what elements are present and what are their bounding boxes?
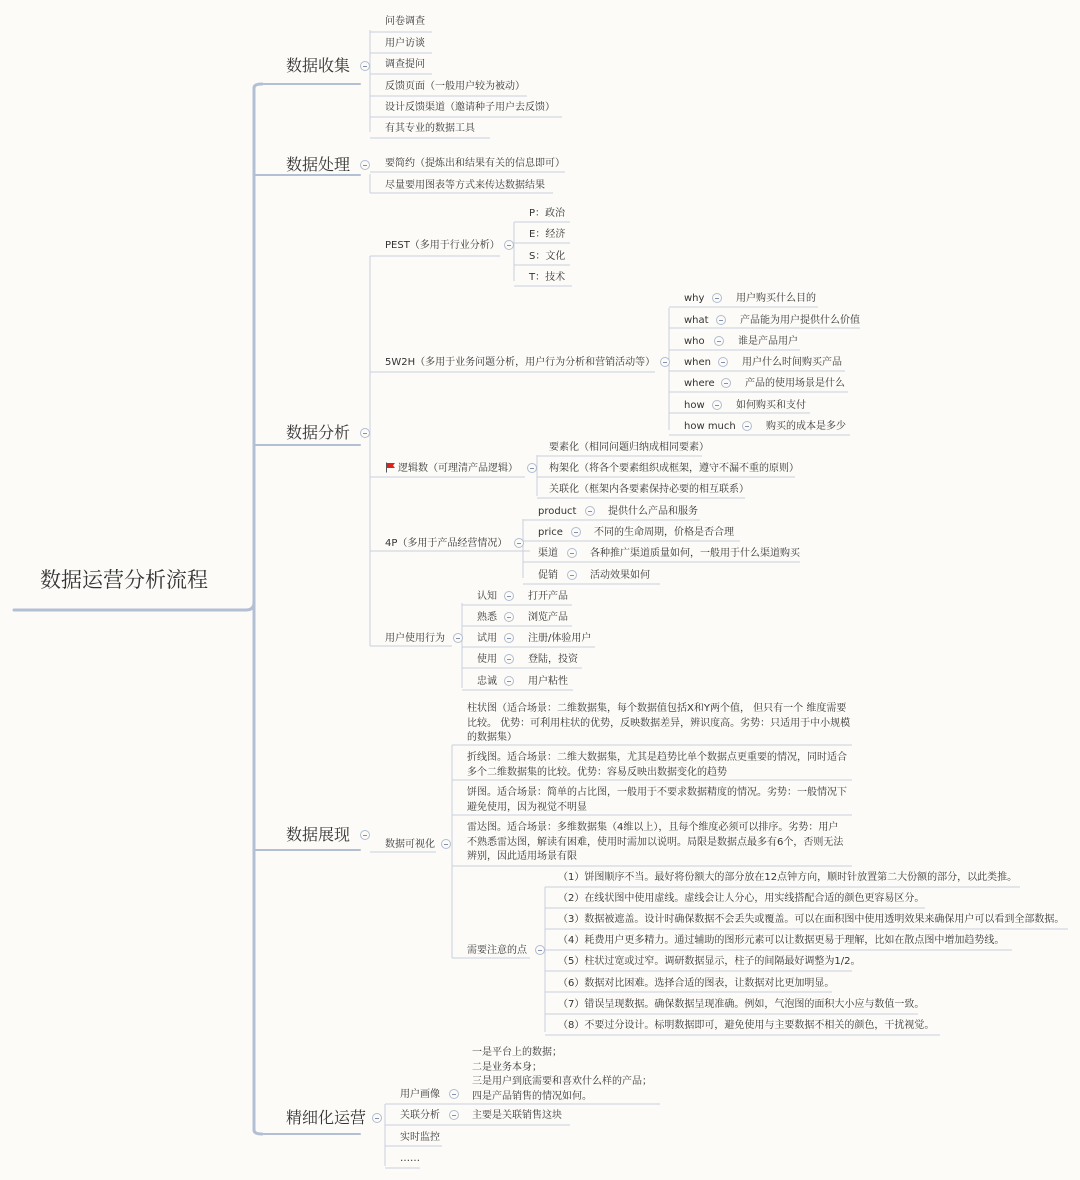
list-item[interactable]: 调查提问	[385, 59, 425, 70]
collapse-icon[interactable]	[367, 1113, 387, 1123]
behavior-value[interactable]: 注册/体验用户	[528, 633, 592, 644]
user-portrait-node[interactable]: 用户画像	[400, 1089, 440, 1100]
collapse-icon[interactable]	[580, 506, 600, 516]
collapse-icon[interactable]	[713, 357, 733, 367]
collapse-icon[interactable]	[716, 378, 736, 388]
list-item[interactable]: 要简约（提炼出和结果有关的信息即可）	[385, 158, 565, 169]
logic-item[interactable]: 要素化（相同问题归纳成相同要素）	[549, 442, 709, 453]
list-item[interactable]: 设计反馈渠道（邀请种子用户去反馈）	[385, 102, 555, 113]
4p-node[interactable]: 4P（多用于产品经营情况）	[385, 538, 508, 549]
chart-type-pie[interactable]: 饼图。适合场景：简单的占比图，一般用于不要求数据精度的情况。劣势：一般情况下 避免使用，因为视觉不明显	[467, 787, 847, 813]
red-flag-icon	[385, 462, 396, 473]
logic-item[interactable]: 关联化（框架内各要素保持必要的相互联系）	[549, 484, 749, 495]
5w2h-value[interactable]: 如何购买和支付	[736, 400, 806, 411]
notes-node[interactable]: 需要注意的点	[467, 945, 527, 956]
collapse-icon[interactable]	[707, 293, 727, 303]
chart-type-radar[interactable]: 雷达图。适合场景：多维数据集（4维以上），且每个维度必须可以排序。劣势：用户 不熟悉雷达图，解读有困难，使用时需加以说明。局限是数据点最多有6个，否则无法 辨别，因此适用场景有限	[467, 822, 844, 862]
association-text[interactable]: 主要是关联销售这块	[472, 1110, 562, 1121]
4p-key[interactable]: price	[538, 527, 563, 538]
collapse-icon[interactable]	[444, 1089, 464, 1099]
collapse-icon[interactable]	[499, 633, 519, 643]
5w2h-value[interactable]: 购买的成本是多少	[766, 421, 846, 432]
5w2h-node[interactable]: 5W2H（多用于业务问题分析，用户行为分析和营销活动等）	[385, 357, 656, 368]
behavior-value[interactable]: 打开产品	[528, 591, 568, 602]
collapse-icon[interactable]	[499, 612, 519, 622]
5w2h-key[interactable]: how	[684, 400, 705, 411]
collapse-icon[interactable]	[562, 570, 582, 580]
user-behavior-node[interactable]: 用户使用行为	[385, 633, 445, 644]
list-item[interactable]: 问卷调查	[385, 16, 425, 27]
collapse-icon[interactable]	[355, 61, 375, 71]
4p-value[interactable]: 不同的生命周期，价格是否合理	[594, 527, 734, 538]
collapse-icon[interactable]	[499, 654, 519, 664]
5w2h-key[interactable]: who	[684, 336, 705, 347]
more-node[interactable]: ……	[400, 1153, 420, 1164]
collapse-icon[interactable]	[711, 315, 731, 325]
visualization-node[interactable]: 数据可视化	[385, 839, 435, 850]
list-item[interactable]: 有其专业的数据工具	[385, 123, 475, 134]
behavior-key[interactable]: 试用	[477, 633, 497, 644]
collapse-icon[interactable]	[448, 633, 468, 643]
collapse-icon[interactable]	[522, 463, 542, 473]
logic-tree-node[interactable]: 逻辑数（可理清产品逻辑）	[398, 463, 518, 474]
collapse-icon[interactable]	[530, 945, 550, 955]
user-portrait-text[interactable]: 一是平台上的数据； 二是业务本身； 三是用户到底需要和喜欢什么样的产品； 四是产品销售的情况如何。	[472, 1047, 652, 1102]
association-node[interactable]: 关联分析	[400, 1110, 440, 1121]
pest-item[interactable]: T：技术	[529, 272, 566, 283]
logic-item[interactable]: 构架化（将各个要素组织成框架，遵守不漏不重的原则）	[549, 463, 799, 474]
pest-item[interactable]: S：文化	[529, 251, 566, 262]
note-item[interactable]: （6）数据对比困难。选择合适的图表，让数据对比更加明显。	[558, 978, 835, 989]
note-item[interactable]: （2）在线状图中使用虚线。虚线会让人分心，用实线搭配合适的颜色更容易区分。	[558, 893, 925, 904]
behavior-key[interactable]: 认知	[477, 591, 497, 602]
pest-item[interactable]: E：经济	[529, 229, 566, 240]
pest-node[interactable]: PEST（多用于行业分析）	[385, 240, 500, 251]
4p-value[interactable]: 各种推广渠道质量如何，一般用于什么渠道购买	[590, 548, 800, 559]
collapse-icon[interactable]	[655, 357, 675, 367]
collapse-icon[interactable]	[355, 830, 375, 840]
5w2h-value[interactable]: 产品能为用户提供什么价值	[740, 315, 860, 326]
branch-data-collection[interactable]: 数据收集	[286, 56, 351, 75]
collapse-icon[interactable]	[355, 428, 375, 438]
5w2h-value[interactable]: 用户什么时间购买产品	[742, 357, 842, 368]
collapse-icon[interactable]	[737, 421, 757, 431]
5w2h-value[interactable]: 谁是产品用户	[738, 336, 798, 347]
collapse-icon[interactable]	[355, 160, 375, 170]
behavior-key[interactable]: 使用	[477, 654, 497, 665]
5w2h-value[interactable]: 用户购买什么目的	[736, 293, 816, 304]
4p-key[interactable]: 促销	[538, 570, 558, 581]
chart-type-line[interactable]: 折线图。适合场景：二维大数据集，尤其是趋势比单个数据点更重要的情况，同时适合 多个二维数据集的比较。优势：容易反映出数据变化的趋势	[467, 752, 847, 778]
collapse-icon[interactable]	[562, 548, 582, 558]
collapse-icon[interactable]	[499, 591, 519, 601]
5w2h-key[interactable]: what	[684, 315, 709, 326]
collapse-icon[interactable]	[707, 400, 727, 410]
5w2h-key[interactable]: how much	[684, 421, 736, 432]
root-title[interactable]: 数据运营分析流程	[40, 568, 208, 592]
branch-data-processing[interactable]: 数据处理	[286, 155, 351, 174]
behavior-key[interactable]: 熟悉	[477, 612, 497, 623]
collapse-icon[interactable]	[709, 336, 729, 346]
note-item[interactable]: （3）数据被遮盖。设计时确保数据不会丢失或覆盖。可以在面积图中使用透明效果来确保用户可以看到全部数据。	[558, 914, 1065, 925]
branch-data-analysis[interactable]: 数据分析	[286, 423, 351, 442]
collapse-icon[interactable]	[436, 839, 456, 849]
collapse-icon[interactable]	[499, 240, 519, 250]
pest-item[interactable]: P：政治	[529, 208, 566, 219]
realtime-monitor-node[interactable]: 实时监控	[400, 1132, 440, 1143]
branch-refined-operation[interactable]: 精细化运营	[286, 1108, 367, 1127]
note-item[interactable]: （8）不要过分设计。标明数据即可，避免使用与主要数据不相关的颜色，干扰视觉。	[558, 1020, 935, 1031]
behavior-value[interactable]: 登陆，投资	[528, 654, 578, 665]
note-item[interactable]: （5）柱状过宽或过窄。调研数据显示，柱子的间隔最好调整为1/2。	[558, 956, 861, 967]
collapse-icon[interactable]	[444, 1110, 464, 1120]
branch-data-display[interactable]: 数据展现	[286, 825, 351, 844]
4p-key[interactable]: product	[538, 506, 577, 517]
4p-value[interactable]: 活动效果如何	[590, 570, 650, 581]
note-item[interactable]: （1）饼图顺序不当。最好将份额大的部分放在12点钟方向，顺时针放置第二大份额的部分，以此类推。	[558, 872, 1018, 883]
note-item[interactable]: （7）错误呈现数据。确保数据呈现准确。例如，气泡图的面积大小应与数值一致。	[558, 999, 925, 1010]
5w2h-key[interactable]: why	[684, 293, 705, 304]
behavior-value[interactable]: 用户粘性	[528, 676, 568, 687]
behavior-value[interactable]: 浏览产品	[528, 612, 568, 623]
collapse-icon[interactable]	[509, 538, 529, 548]
5w2h-key[interactable]: where	[684, 378, 715, 389]
4p-key[interactable]: 渠道	[538, 548, 558, 559]
list-item[interactable]: 尽量要用图表等方式来传达数据结果	[385, 180, 545, 191]
behavior-key[interactable]: 忠诚	[477, 676, 497, 687]
collapse-icon[interactable]	[499, 676, 519, 686]
collapse-icon[interactable]	[566, 527, 586, 537]
list-item[interactable]: 反馈页面（一般用户较为被动）	[385, 81, 525, 92]
note-item[interactable]: （4）耗费用户更多精力。通过辅助的图形元素可以让数据更易于理解，比如在散点图中增加趋势线。	[558, 935, 1005, 946]
5w2h-key[interactable]: when	[684, 357, 712, 368]
4p-value[interactable]: 提供什么产品和服务	[608, 506, 698, 517]
chart-type-bar[interactable]: 柱状图（适合场景：二维数据集，每个数据值包括X和Y两个值， 但只有一个 维度需要 比较。 优势：可利用柱状的优势，反映数据差异，辨识度高。劣势：只适用于中小规模 的数据集）	[467, 703, 851, 743]
list-item[interactable]: 用户访谈	[385, 38, 425, 49]
5w2h-value[interactable]: 产品的使用场景是什么	[745, 378, 845, 389]
